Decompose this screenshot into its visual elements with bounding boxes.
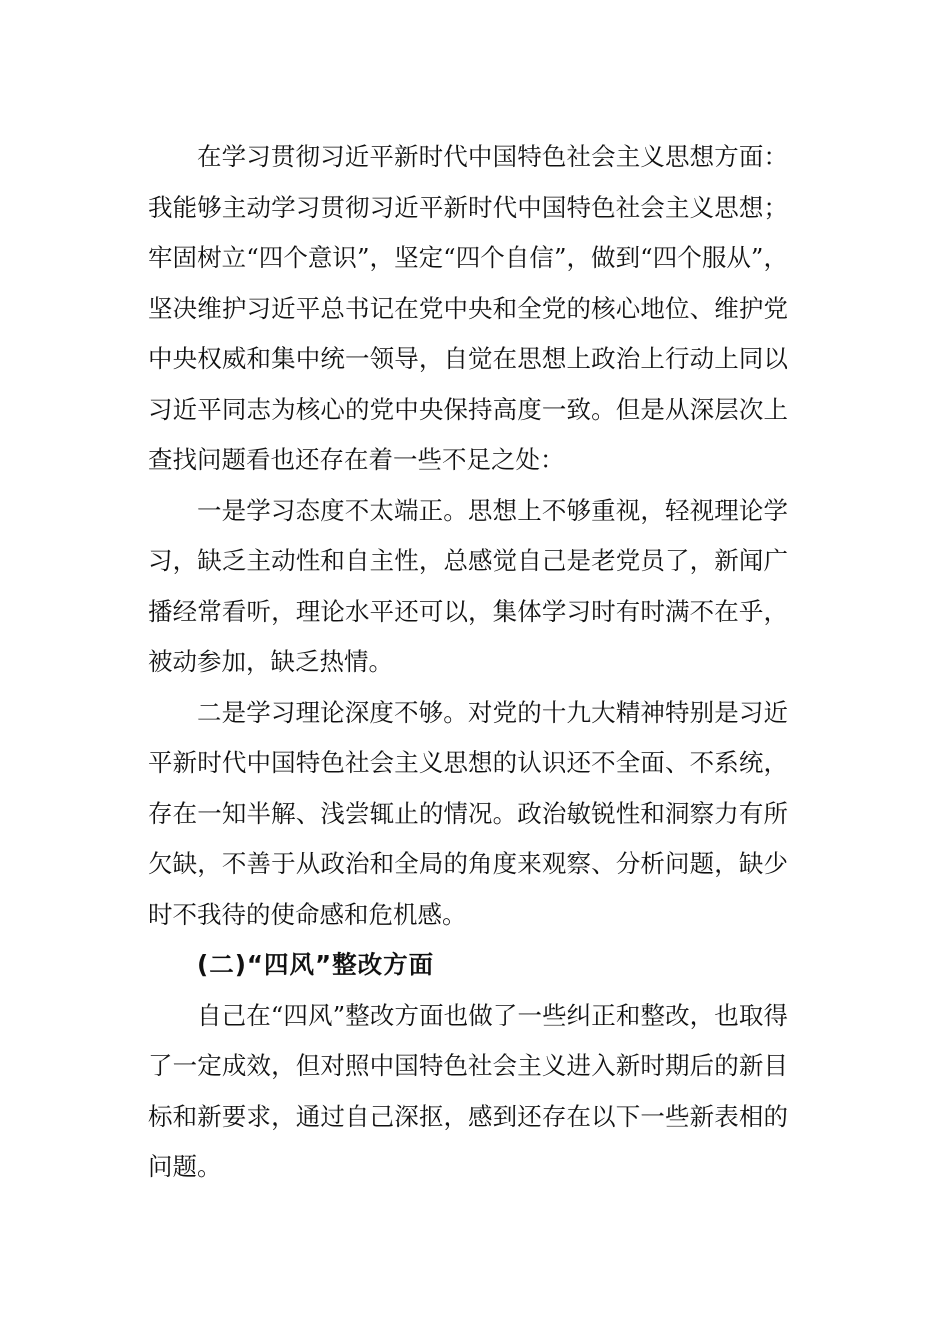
document-page <box>148 132 788 1193</box>
paragraph-study-thought: 在学习贯彻习近平新时代中国特色社会主义思想方面：我能够主动学习贯彻习近平新时代中国特色社会主义思想；牢固树立“四个意识”，坚定“四个自信”，做到“四个服从”，坚决维护习近平总书记在党中央和全党的核心地位、维护党中央权威和集中统一领导，自觉在思想上政治上行动上同以习近平同志为核心的党中央保持高度一致。但是从深层次上查找问题看也还存在着一些不足之处： <box>148 142 788 474</box>
paragraph-study-attitude: 一是学习态度不太端正。思想上不够重视，轻视理论学习，缺乏主动性和自主性，总感觉自己是老党员了，新闻广播经常看听，理论水平还可以，集体学习时有时满不在乎，被动参加，缺乏热情。 <box>148 495 788 676</box>
paragraph-four-winds-rectification: 自己在“四风”整改方面也做了一些纠正和整改，也取得了一定成效，但对照中国特色社会主义进入新时期后的新目标和新要求，通过自己深抠，感到还存在以下一些新表相的问题。 <box>148 1000 788 1181</box>
section-heading-four-winds: (二)“四风”整改方面 <box>197 950 435 979</box>
paragraph-study-depth: 二是学习理论深度不够。对党的十九大精神特别是习近平新时代中国特色社会主义思想的认识还不全面、不系统，存在一知半解、浅尝辄止的情况。政治敏锐性和洞察力有所欠缺，不善于从政治和全局的角度来观察、分析问题，缺少时不我待的使命感和危机感。 <box>148 697 788 929</box>
